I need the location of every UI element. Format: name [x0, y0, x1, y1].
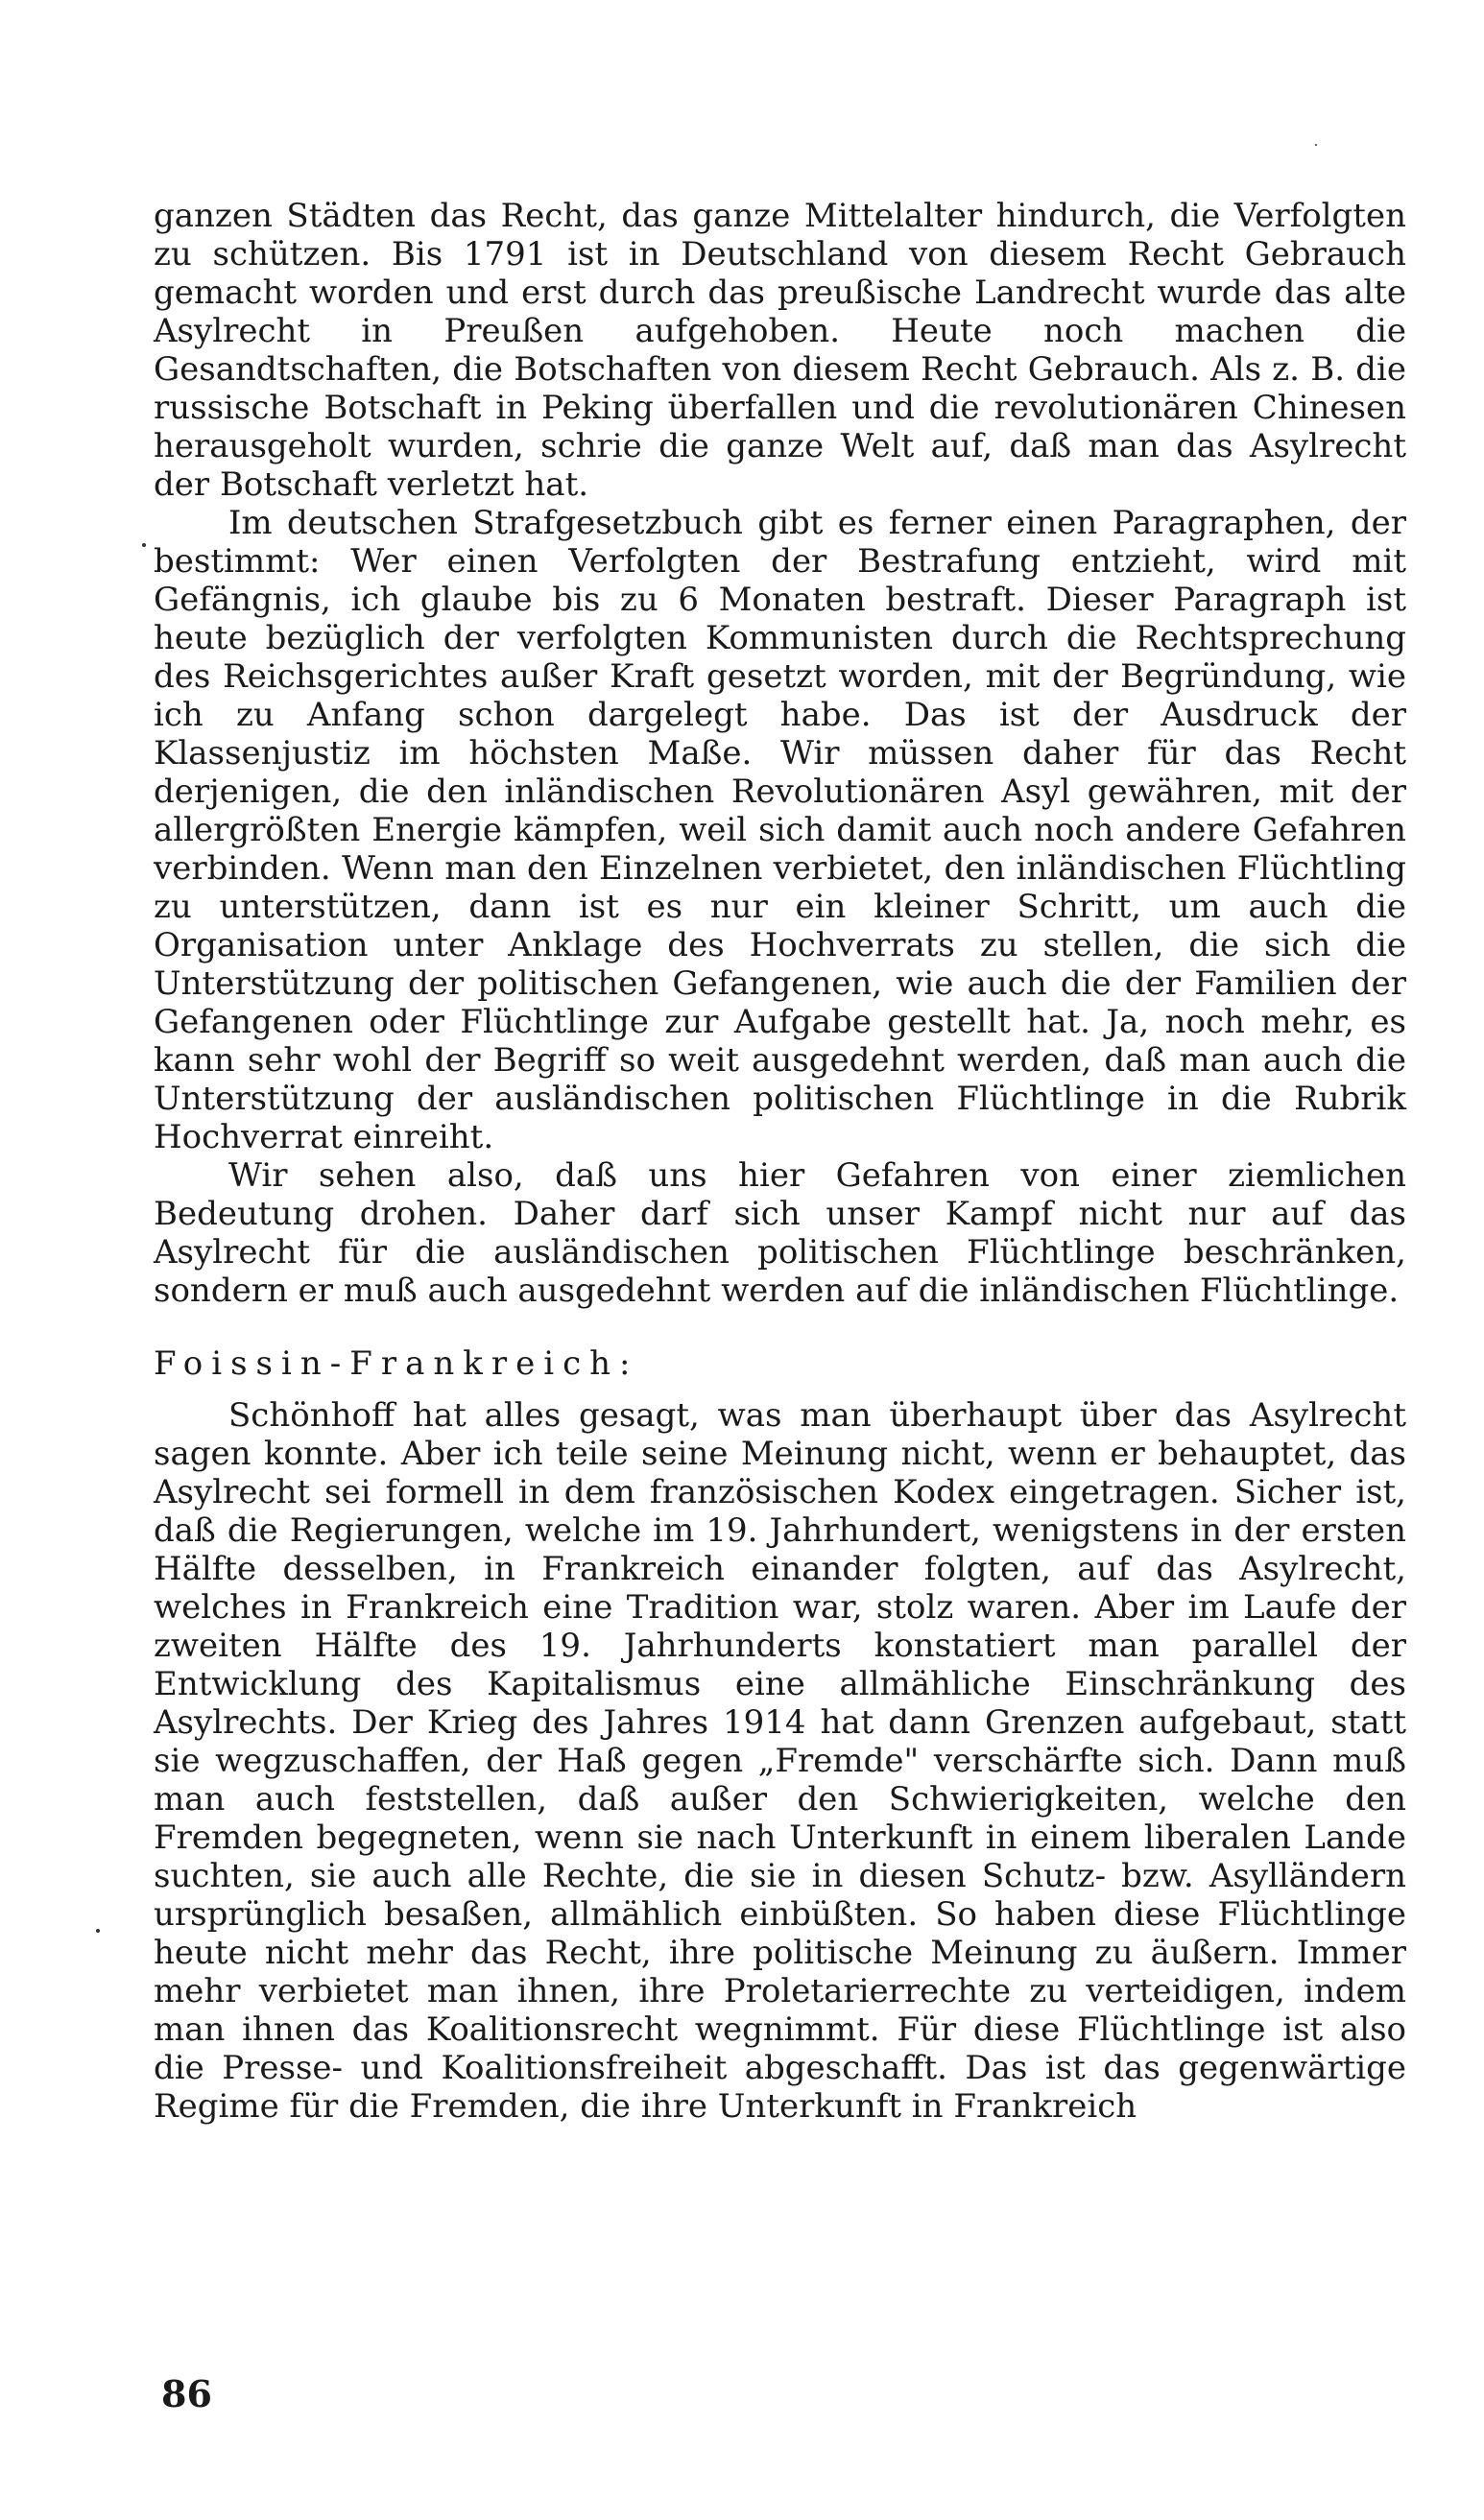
page-body	[154, 197, 1406, 2126]
paragraph-strafgesetzbuch: Im deutschen Strafgesetzbuch gibt es ferner einen Paragraphen, der bestimmt: Wer einen Verfolgten der Bestrafung entzieht, wird mit Gefängnis, ich glaube bis zu 6 Monaten bestraft. Dieser Paragraph ist heute bezüglich der verfolgten Kommunisten durch die Rechtsprechung des Reichsgerichtes außer Kraft gesetzt worden, mit der Begründung, wie ich zu Anfang schon dargelegt habe. Das ist der Ausdruck der Klassenjustiz im höchsten Maße. Wir müssen daher für das Recht derjenigen, die den inländischen Revolutionären Asyl gewähren, mit der allergrößten Energie kämpfen, weil sich damit auch noch andere Gefahren verbinden. Wenn man den Einzelnen verbietet, den inländischen Flüchtling zu unterstützen, dann ist es nur ein kleiner Schritt, um auch die Organisation unter Anklage des Hochverrats zu stellen, die sich die Unterstützung der politischen Gefangenen, wie auch die der Familien der Gefangenen oder Flüchtlinge zur Aufgabe gestellt hat. Ja, noch mehr, es kann sehr wohl der Begriff so weit ausgedehnt werden, daß man auch die Unterstützung der ausländischen politischen Flüchtlinge in die Rubrik Hochverrat einreiht.	[154, 504, 1406, 1156]
print-speck	[96, 1929, 100, 1933]
print-speck	[1315, 144, 1317, 146]
paragraph-foissin: Schönhoff hat alles gesagt, was man überhaupt über das Asylrecht sagen konnte. Aber ich teile seine Meinung nicht, wenn er behauptet, das Asylrecht sei formell in dem französischen Kodex eingetragen. Sicher ist, daß die Regierungen, welche im 19. Jahrhundert, wenigstens in der ersten Hälfte desselben, in Frankreich einander folgten, auf das Asylrecht, welches in Frankreich eine Tradition war, stolz waren. Aber im Laufe der zweiten Hälfte des 19. Jahrhunderts konstatiert man parallel der Entwicklung des Kapitalismus eine allmähliche Einschränkung des Asylrechts. Der Krieg des Jahres 1914 hat dann Grenzen aufgebaut, statt sie wegzuschaffen, der Haß gegen „Fremde" verschärfte sich. Dann muß man auch feststellen, daß außer den Schwierigkeiten, welche den Fremden begegneten, wenn sie nach Unterkunft in einem liberalen Lande suchten, sie auch alle Rechte, die sie in diesen Schutz- bzw. Asylländern ursprünglich besaßen, allmählich einbüßten. So haben diese Flüchtlinge heute nicht mehr das Recht, ihre politische Meinung zu äußern. Immer mehr verbietet man ihnen, ihre Proletarierrechte zu verteidigen, indem man ihnen das Koalitionsrecht wegnimmt. Für diese Flüchtlinge ist also die Presse- und Koalitionsfreiheit abgeschafft. Das ist das gegenwärtige Regime für die Fremden, die ihre Unterkunft in Frankreich	[154, 1396, 1406, 2126]
print-speck	[142, 543, 146, 547]
paragraph-gefahren: Wir sehen also, daß uns hier Gefahren von einer ziemlichen Bedeutung drohen. Daher darf sich unser Kampf nicht nur auf das Asylrecht für die ausländischen politischen Flüchtlinge beschränken, sondern er muß auch ausgedehnt werden auf die inländischen Flüchtlinge.	[154, 1156, 1406, 1310]
page-number: 86	[161, 2372, 212, 2415]
speaker-heading: Foissin-Frankreich:	[154, 1344, 639, 1383]
paragraph-continuation: ganzen Städten das Recht, das ganze Mittelalter hindurch, die Verfolgten zu schützen. Bis 1791 ist in Deutschland von diesem Recht Gebrauch gemacht worden und erst durch das preußische Landrecht wurde das alte Asylrecht in Preußen aufgehoben. Heute noch machen die Gesandtschaften, die Botschaften von diesem Recht Gebrauch. Als z. B. die russische Botschaft in Peking überfallen und die revolutionären Chinesen herausgeholt wurden, schrie die ganze Welt auf, daß man das Asylrecht der Botschaft verletzt hat.	[154, 197, 1406, 504]
